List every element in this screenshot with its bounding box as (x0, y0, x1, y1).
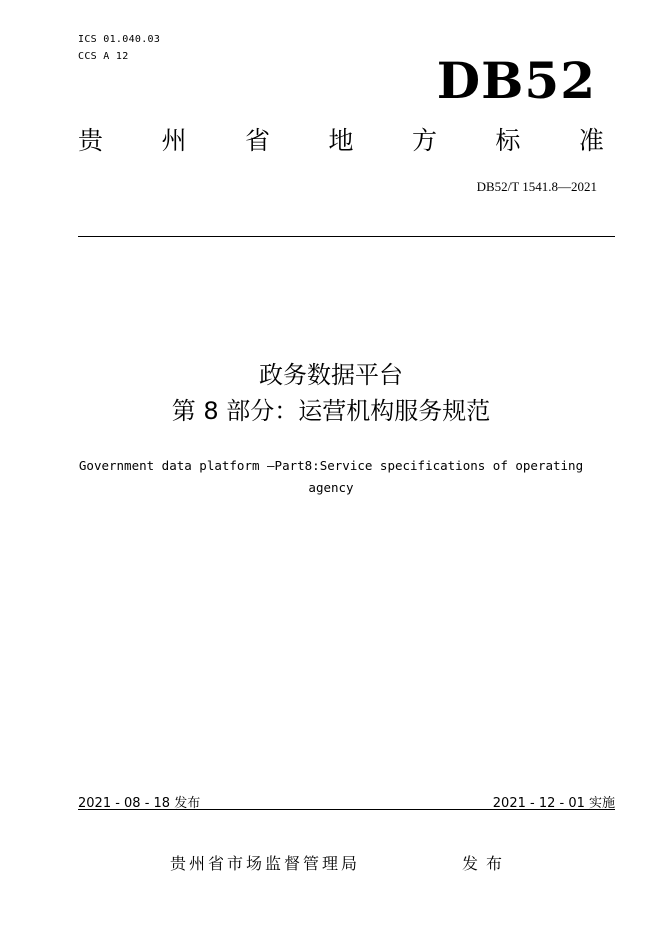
issuing-authority: 贵州省市场监督管理局 (170, 854, 361, 873)
publish-date: 2021 - 08 - 18 发布 (78, 796, 201, 811)
standard-type-char: 地 (328, 126, 354, 155)
document-title-line1: 政务数据平台 (259, 361, 403, 389)
english-title: Government data platform —Part8:Service specifications of operating agency (78, 458, 584, 495)
ics-code: ICS 01.040.03 (78, 34, 161, 45)
standard-number: DB52/T 1541.8—2021 (476, 179, 597, 194)
implement-date: 2021 - 12 - 01 实施 (492, 796, 615, 811)
standard-type-char: 贵 (78, 126, 104, 155)
standard-type-char: 方 (411, 126, 437, 155)
document-title-line2: 第 8 部分：运营机构服务规范 (171, 397, 491, 425)
standard-code-mark: DB52 (436, 51, 596, 110)
standard-type-char: 省 (244, 126, 270, 155)
standard-type-char: 标 (495, 126, 521, 155)
standard-type-char: 州 (161, 126, 187, 155)
standard-type-heading (78, 128, 604, 153)
header-divider (78, 236, 615, 237)
standard-type-char: 准 (578, 126, 604, 155)
issue-label: 发布 (462, 854, 511, 873)
ccs-code: CCS A 12 (78, 51, 129, 62)
footer-divider (78, 809, 615, 810)
